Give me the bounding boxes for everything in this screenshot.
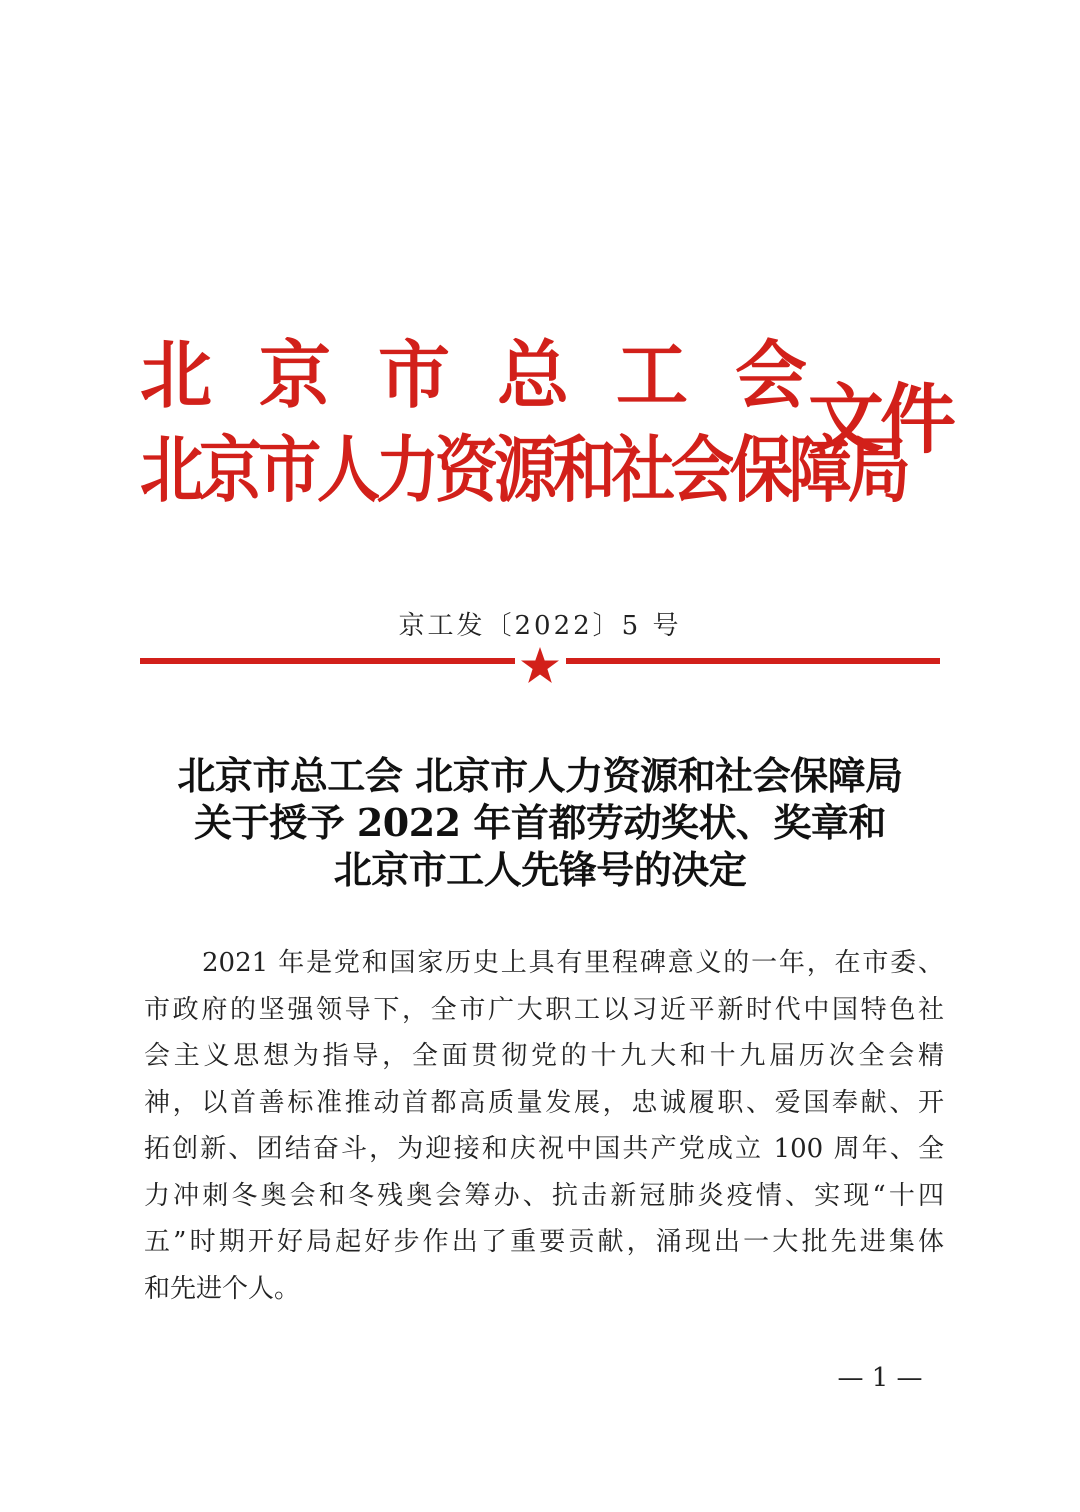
letterhead (140, 330, 952, 520)
title-line: 关于授予 2022 年首都劳动奖状、奖章和 (194, 800, 886, 845)
title-line: 北京市总工会 北京市人力资源和社会保障局 (177, 753, 903, 798)
body-line: 会主义思想为指导，全面贯彻党的十九大和十九届历次全会精 (144, 1041, 944, 1071)
page-number: — 1 — (837, 1363, 923, 1393)
star-icon (520, 646, 560, 684)
body-line: 拓创新、团结奋斗，为迎接和庆祝中国共产党成立 100 周年、全 (144, 1134, 944, 1164)
letterhead-org-federation: 北京市总工会 (140, 331, 855, 418)
body-paragraph (144, 940, 944, 1312)
body-line: 和先进个人。 (144, 1273, 301, 1304)
document-number: 京工发〔2022〕5 号 (398, 611, 682, 641)
body-line: 市政府的坚强领导下，全市广大职工以习近平新时代中国特色社 (144, 994, 944, 1025)
body-line: 神，以首善标准推动首都高质量发展，忠诚履职、爱国奉献、开 (144, 1087, 944, 1118)
body-line: 力冲刺冬奥会和冬残奥会筹办、抗击新冠肺炎疫情、实现“十四 (144, 1180, 944, 1211)
body-line: 五”时期开好局起好步作出了重要贡献，涌现出一大批先进集体 (144, 1227, 944, 1257)
title-line: 北京市工人先锋号的决定 (333, 847, 747, 892)
letterhead-doc-type: 文件 (808, 375, 952, 464)
red-divider-right (566, 658, 940, 664)
letterhead-org-hrss: 北京市人力资源和社会保障局 (140, 428, 907, 512)
document-title (100, 752, 980, 893)
red-divider-left (140, 658, 515, 664)
body-line: 2021 年是党和国家历史上具有里程碑意义的一年，在市委、 (202, 948, 944, 978)
